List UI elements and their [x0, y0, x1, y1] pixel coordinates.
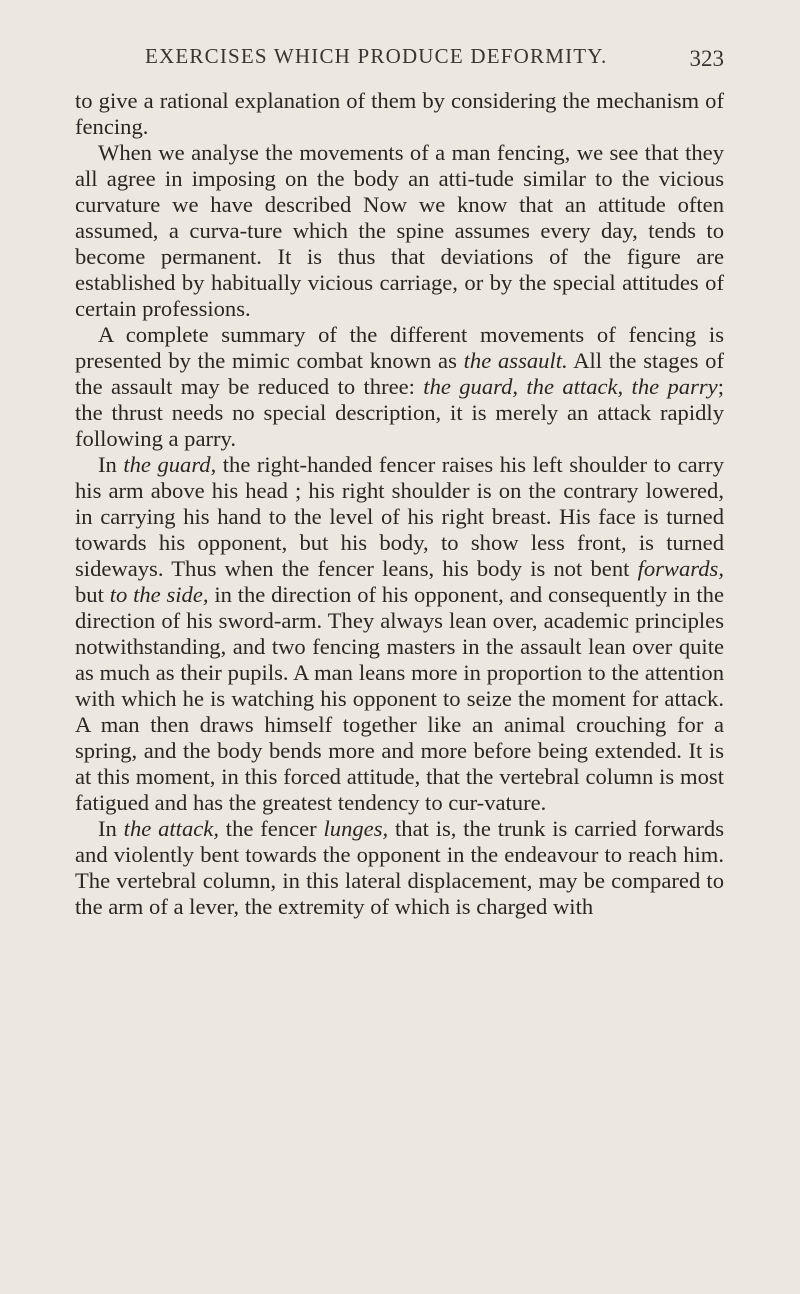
term-forwards: forwards,: [637, 556, 724, 581]
paragraph-3: [75, 322, 724, 452]
term-the-attack: the attack,: [123, 816, 219, 841]
paragraph-1: [75, 88, 724, 140]
term-the-assault: the assault.: [463, 348, 568, 373]
paragraph-4-text-e: but: [75, 582, 110, 607]
term-the-guard: the guard,: [123, 452, 217, 477]
paragraph-5-text-c: the fencer: [218, 816, 324, 841]
paragraph-3-text-e: ; the thrust needs no special description, it is merely an attack rapidly following a parry.: [75, 374, 724, 451]
body-text: [75, 88, 724, 920]
paragraph-4-text-c: the right-handed fencer raises his left shoulder to carry his arm above his head ; his right shoulder is on the contrary lowered, in carrying his hand to the level of his right breast. His face is turned towards his opponent, but his body, to show less front, is turned sideways. Thus when the fencer leans, his body is not bent: [75, 452, 724, 581]
paragraph-4: [75, 452, 724, 816]
paragraph-4-text-a: In: [98, 452, 124, 477]
paragraph-5-text-a: In: [98, 816, 124, 841]
paragraph-5-text-e: that is, the trunk is carried forwards and violently bent towards the opponent in the endeavour to reach him. The vertebral column, in this lateral displacement, may be compared to the arm of a lever, the extremity of which is charged with: [75, 816, 724, 919]
paragraph-4-text-g: in the direction of his opponent, and consequently in the direction of his sword-arm. They always lean over, academic principles notwithstanding, and two fencing masters in the assault lean over quite as much as their pupils. A man leans more in proportion to the attention with which he is watching his opponent to seize the moment for attack. A man then draws himself together like an animal crouching for a spring, and the body bends more and more before being extended. It is at this moment, in this forced attitude, that the vertebral column is most fatigued and has the greatest tendency to cur-vature.: [75, 582, 724, 815]
paragraph-1-text: to give a rational explanation of them by considering the mechanism of fencing.: [75, 88, 724, 139]
term-lunges: lunges,: [323, 816, 389, 841]
paragraph-2: [75, 140, 724, 322]
paragraph-3-text-a: A complete summary of the different movements of fencing is presented by the mimic combat known as: [75, 322, 724, 373]
page-number: 323: [689, 46, 724, 71]
term-to-the-side: to the side,: [109, 582, 209, 607]
paragraph-5: [75, 816, 724, 920]
running-head: [75, 44, 724, 78]
running-title: EXERCISES WHICH PRODUCE DEFORMITY.: [145, 44, 608, 68]
term-stages: the guard, the attack, the parry: [423, 374, 718, 399]
paragraph-2-text: When we analyse the movements of a man fencing, we see that they all agree in imposing on the body an atti-tude similar to the vicious curvature we have described Now we know that an attitude often assumed, a curva-ture which the spine assumes every day, tends to become permanent. It is thus that deviations of the figure are established by habitually vicious carriage, or by the special attitudes of certain professions.: [75, 140, 724, 321]
paragraph-3-text-c: All the stages of the assault may be reduced to three:: [75, 348, 724, 399]
